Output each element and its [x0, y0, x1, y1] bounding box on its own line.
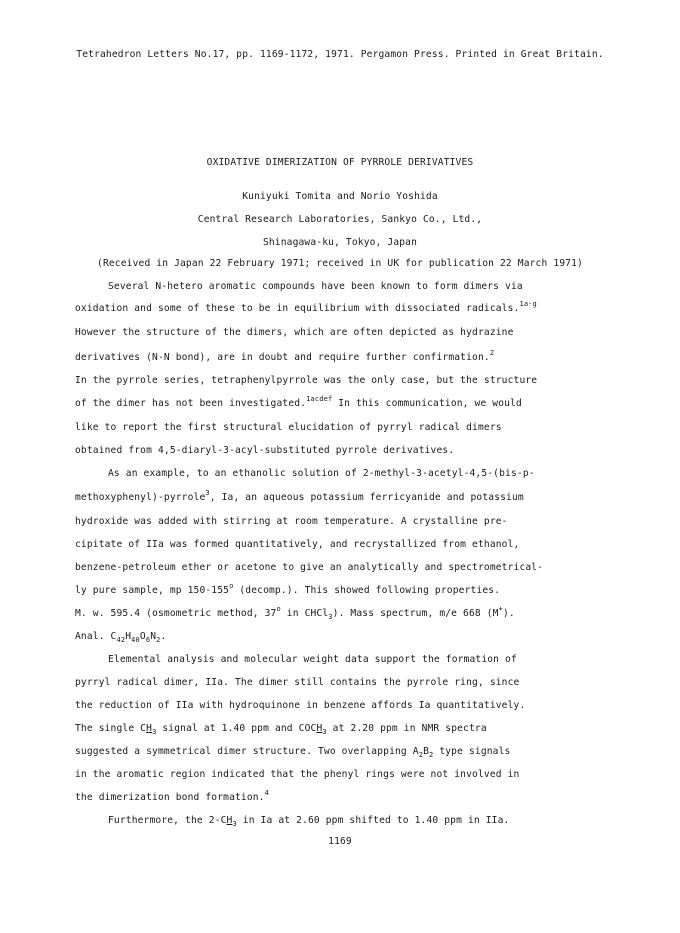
body-line: M. w. 595.4 (osmometric method, 37$^o$ in CHCl$_3$). Mass spectrum, m/e 668 (M+). — [75, 605, 515, 621]
received-dates: (Received in Japan 22 February 1971; received in UK for publication 22 March 1971) — [97, 258, 583, 269]
body-line: ly pure sample, mp 150-155$^o$ (decomp.). This showed following properties. — [75, 582, 501, 596]
body-line: Furthermore, the $2-CH_3$ in Ia at 2.60 ppm shifted to 1.40 ppm in IIa. — [108, 815, 510, 828]
body-line: pyrryl radical dimer, IIa. The dimer still contains the pyrrole ring, since — [75, 677, 520, 688]
journal-citation: Tetrahedron Letters No.17, pp. 1169-1172, 1971. Pergamon Press. Printed in Great Britain. — [76, 49, 604, 60]
reference-superscript: 3 — [205, 489, 210, 497]
body-line: in the aromatic region indicated that the phenyl rings were not involved in — [75, 769, 520, 780]
body-line: Elemental analysis and molecular weight data support the formation of — [108, 654, 517, 665]
body-line: derivatives (N-N bond), are in doubt and require further confirmation.$^2$ — [75, 349, 495, 363]
reference-superscript: 1acdef — [306, 395, 333, 403]
body-line: methoxyphenyl)-pyrrole$^3$, Ia, an aqueous potassium ferricyanide and potassium — [75, 489, 524, 503]
body-line: oxidation and some of these to be in equilibrium with dissociated radicals.$^{1a-g}$ — [75, 300, 537, 314]
body-line: suggested a symmetrical dimer structure. Two overlapping $A_2B_2$ type signals — [75, 746, 511, 759]
body-line: In the pyrrole series, tetraphenylpyrrole was the only case, but the structure — [75, 375, 538, 386]
molecular-formula: Anal. $C_{42}H_{40}O_6N_2$. — [75, 631, 167, 644]
body-line: Several N-hetero aromatic compounds have been known to form dimers via — [108, 281, 523, 292]
author-location: Shinagawa-ku, Tokyo, Japan — [262, 237, 418, 248]
body-line: The single $CH_3$ signal at 1.40 ppm and $COCH_3$ at 2.20 ppm in NMR spectra — [75, 723, 487, 736]
reference-superscript: 4 — [264, 789, 270, 797]
reference-superscript: 2 — [489, 349, 495, 357]
body-line: obtained from 4,5-diaryl-3-acyl-substituted pyrrole derivatives. — [75, 445, 455, 456]
body-line: As an example, to an ethanolic solution of 2-methyl-3-acetyl-4,5-(bis-p- — [108, 468, 535, 479]
page-number: 1169 — [328, 836, 352, 847]
body-line: However the structure of the dimers, which are often depicted as hydrazine — [75, 327, 514, 338]
body-line: the reduction of IIa with hydroquinone in benzene affords Ia quantitatively. — [75, 700, 526, 711]
body-line: of the dimer has not been investigated.$^{1acdef}$ In this communication, we would — [75, 395, 522, 409]
body-line: cipitate of IIa was formed quantitatively, and recrystallized from ethanol, — [75, 539, 520, 550]
body-line: hydroxide was added with stirring at room temperature. A crystalline pre- — [75, 516, 508, 527]
body-line: like to report the first structural elucidation of pyrryl radical dimers — [75, 422, 502, 433]
author-affiliation: Central Research Laboratories, Sankyo Co., Ltd., — [197, 214, 483, 225]
body-line: the dimerization bond formation.$^4$ — [75, 789, 270, 803]
author-names: Kuniyuki Tomita and Norio Yoshida — [242, 191, 438, 202]
body-line: benzene-petroleum ether or acetone to give an analytically and spectrometrical- — [75, 562, 544, 573]
reference-superscript: 1a-g — [519, 300, 537, 308]
article-title: OXIDATIVE DIMERIZATION OF PYRROLE DERIVATIVES — [206, 157, 474, 168]
